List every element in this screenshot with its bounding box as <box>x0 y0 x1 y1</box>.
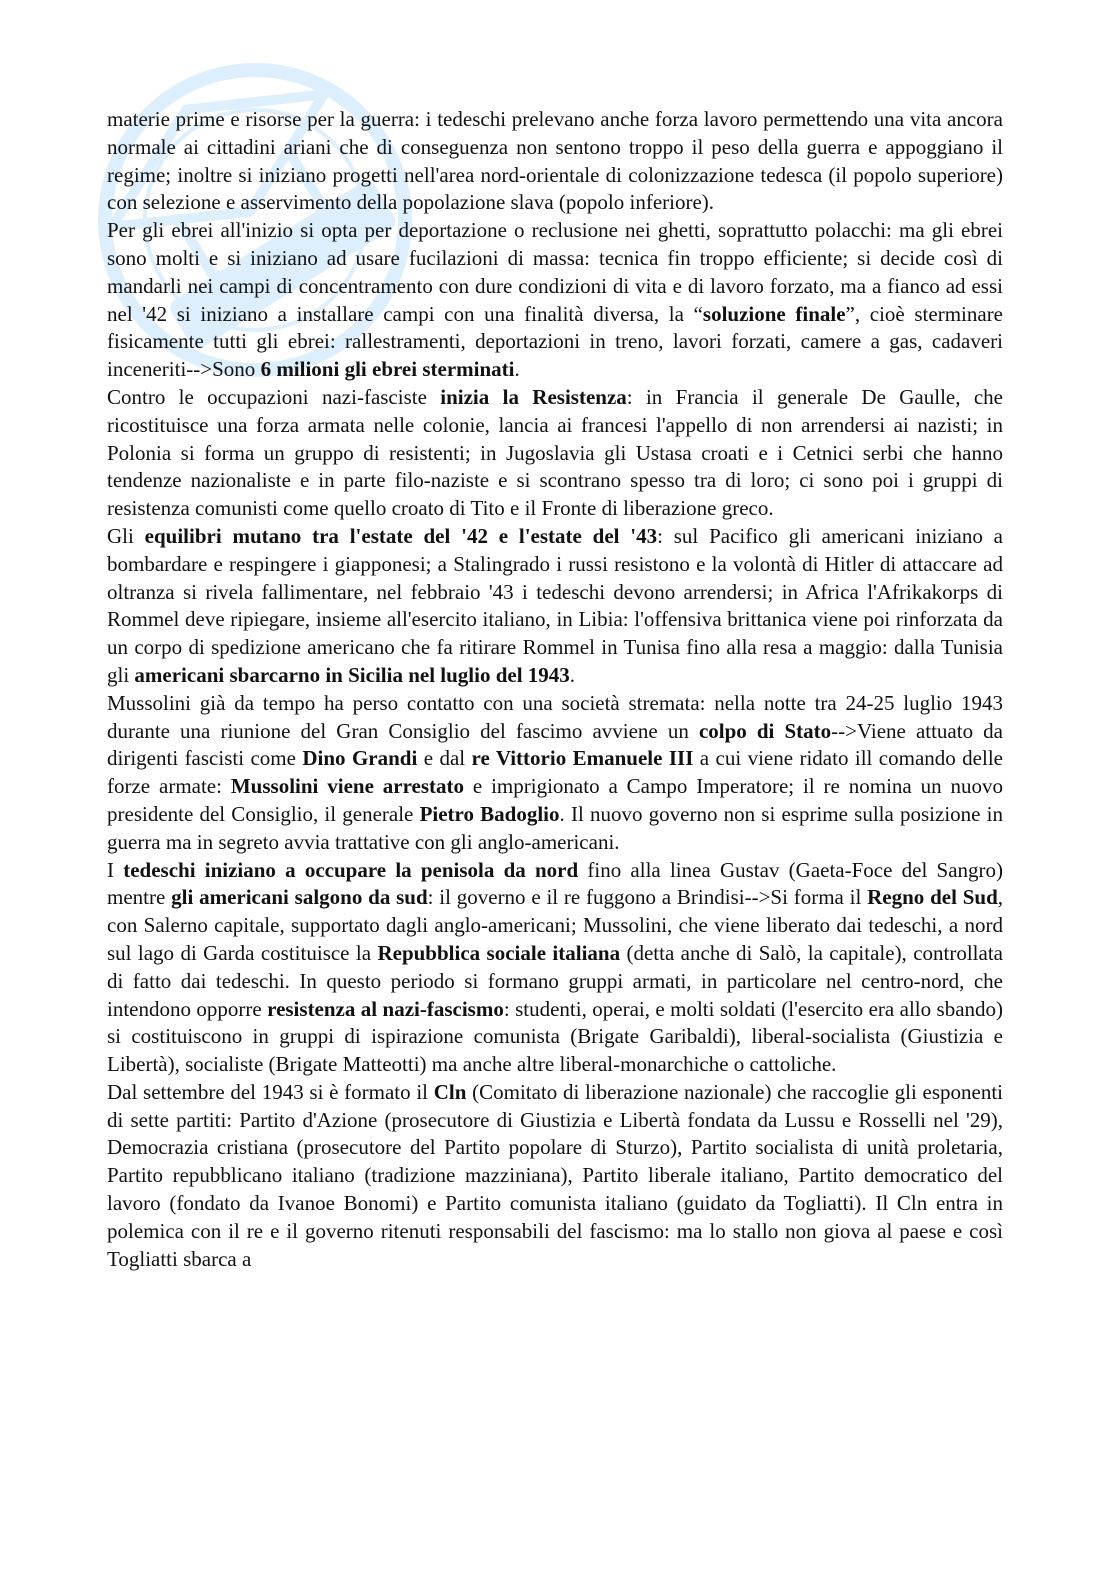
bold-text-run: 6 milioni gli ebrei sterminati <box>260 357 515 382</box>
document-body <box>107 106 1003 1273</box>
text-run: Dal settembre del 1943 si è formato il <box>107 1079 434 1104</box>
text-run: materie prime e risorse per la guerra: i tedeschi prelevano anche forza lavoro permettendo una vita ancora normale ai cittadini ariani che di conseguenza non sentono troppo il peso della guerra e appoggiano il regime; inoltre si iniziano progetti nell'area nord-orientale di colonizzazione tedesca (il popolo superiore) con selezione e asservimento della popolazione slava (popolo inferiore). <box>107 107 1003 215</box>
paragraph <box>107 690 1003 857</box>
bold-text-run: soluzione finale <box>702 301 846 326</box>
text-run: Contro le occupazioni nazi-fasciste <box>107 384 441 409</box>
bold-text-run: tedeschi iniziano a occupare la penisola da nord <box>123 857 579 882</box>
bold-text-run: americani sbarcarno in Sicilia nel luglio del 1943 <box>134 662 570 687</box>
paragraph <box>107 106 1003 217</box>
bold-text-run: Regno del Sud <box>867 885 998 910</box>
text-run: ”, cioè sterminare fisicamente tutti gli ebrei: rallestramenti, deportazioni in treno, lavori forzati, camere a gas, cadaveri inceneriti-->Sono <box>107 301 1004 382</box>
text-run: Per gli ebrei all'inizio si opta per deportazione o reclusione nei ghetti, soprattutto polacchi: ma gli ebrei sono molti e si iniziano ad usare fucilazioni di massa: tecnica fin troppo efficiente; si decide così di mandarli nei campi di concentramento con dure condizioni di vita e di lavoro forzato, ma a fianco ad essi nel '42 si iniziano a installare campi con una finalità diversa, la “ <box>107 218 1003 326</box>
text-run: : in Francia il generale De Gaulle, che ricostituisce una forza armata nelle colonie, lancia ai francesi l'appello di non arrendersi ai nazisti; in Polonia si forma un gruppo di resistenti; in Jugoslavia gli Ustasa croati e i Cetnici serbi che hanno tendenze nazionaliste e in parte filo-naziste e si scontrano spesso tra di loro; ci sono poi i gruppi di resistenza comunisti come quello croato di Tito e il Fronte di liberazione greco. <box>107 384 1003 521</box>
bold-text-run: resistenza al nazi-fascismo <box>267 996 504 1021</box>
text-run: : sul Pacifico gli americani iniziano a bombardare e respingere i giapponesi; a Stalingrado i russi resistono e la volontà di Hitler di attaccare ad oltranza si rivela fallimentare, nel febbraio '43 i tedeschi devono arrendersi; in Africa l'Afrikakorps di Rommel deve ripiegare, insieme all'esercito italiano, in Libia: l'offensiva brittanica viene poi rinforzata da un corpo di spedizione americano che fa ritirare Rommel in Tunisa fino alla resa a maggio: dalla Tunisia gli <box>107 523 1003 687</box>
paragraph <box>107 1079 1003 1274</box>
text-run: : il governo e il re fuggono a Brindisi-->Si forma il <box>427 885 868 910</box>
paragraph <box>107 857 1003 1079</box>
text-run: (Comitato di liberazione nazionale) che raccoglie gli esponenti di sette partiti: Partito d'Azione (prosecutore di Giustizia e Libertà fondata da Lussu e Rosselli nel '29), Democrazia cristiana (prosecutore del Partito popolare di Sturzo), Partito socialista di unità proletaria, Partito repubblicano italiano (tradizione mazziniana), Partito liberale italiano, Partito democratico del lavoro (fondato da Ivanoe Bonomi) e Partito comunista italiano (guidato da Togliatti). Il Cln entra in polemica con il re e il governo ritenuti responsabili del fascismo: ma lo stallo non giova al paese e così Togliatti sbarca a <box>107 1079 1003 1271</box>
bold-text-run: equilibri mutano tra l'estate del '42 e l'estate del '43 <box>144 523 658 548</box>
text-run: -->Viene attuato da dirigenti fascisti come <box>107 718 1003 771</box>
paragraph <box>107 384 1003 523</box>
bold-text-run: gli americani salgono da sud <box>171 885 428 910</box>
text-run: , con Salerno capitale, supportato dagli anglo-americani; Mussolini, che viene liberato dai tedeschi, a nord sul lago di Garda costituisce la <box>107 885 1004 965</box>
text-run: . Il nuovo governo non si esprime sulla posizione in guerra ma in segreto avvia trattative con gli anglo-americani. <box>107 801 1003 854</box>
text-run: . <box>514 357 520 382</box>
bold-text-run: Repubblica sociale italiana <box>377 940 621 965</box>
bold-text-run: Cln <box>433 1079 467 1104</box>
paragraph <box>107 217 1003 384</box>
text-run: Mussolini già da tempo ha perso contatto con una società stremata: nella notte tra 24-25 luglio 1943 durante una riunione del Gran Consiglio del fascimo avviene un <box>107 690 1003 743</box>
bold-text-run: inizia la Resistenza <box>440 384 627 409</box>
text-run: . <box>569 662 576 687</box>
text-run: fino alla linea Gustav (Gaeta-Foce del Sangro) mentre <box>107 857 1003 910</box>
text-run: a cui viene ridato ill comando delle forze armate: <box>107 746 1003 799</box>
text-run: e imprigionato a Campo Imperatore; il re nomina un nuovo presidente del Consiglio, il generale <box>107 774 1003 826</box>
bold-text-run: re Vittorio Emanuele III <box>471 746 694 771</box>
text-run: e dal <box>417 746 472 771</box>
text-run: I <box>107 857 124 882</box>
bold-text-run: Mussolini viene arrestato <box>230 774 465 799</box>
paragraph <box>107 523 1003 690</box>
text-run: : studenti, operai, e molti soldati (l'esercito era allo sbando) si costituiscono in gruppi di ispirazione comunista (Brigate Garibaldi), liberal-socialista (Giustizia e Libertà), socialiste (Brigate Matteotti) ma anche altre liberal-monarchiche o cattoliche. <box>107 996 1004 1077</box>
bold-text-run: Dino Grandi <box>302 746 418 771</box>
bold-text-run: Pietro Badoglio <box>419 801 560 826</box>
text-run: (detta anche di Salò, la capitale), controllata di fatto dai tedeschi. In questo periodo si formano gruppi armati, in particolare nel centro-nord, che intendono opporre <box>107 940 1003 1021</box>
text-run: Gli <box>107 523 145 548</box>
bold-text-run: colpo di Stato <box>698 718 832 743</box>
